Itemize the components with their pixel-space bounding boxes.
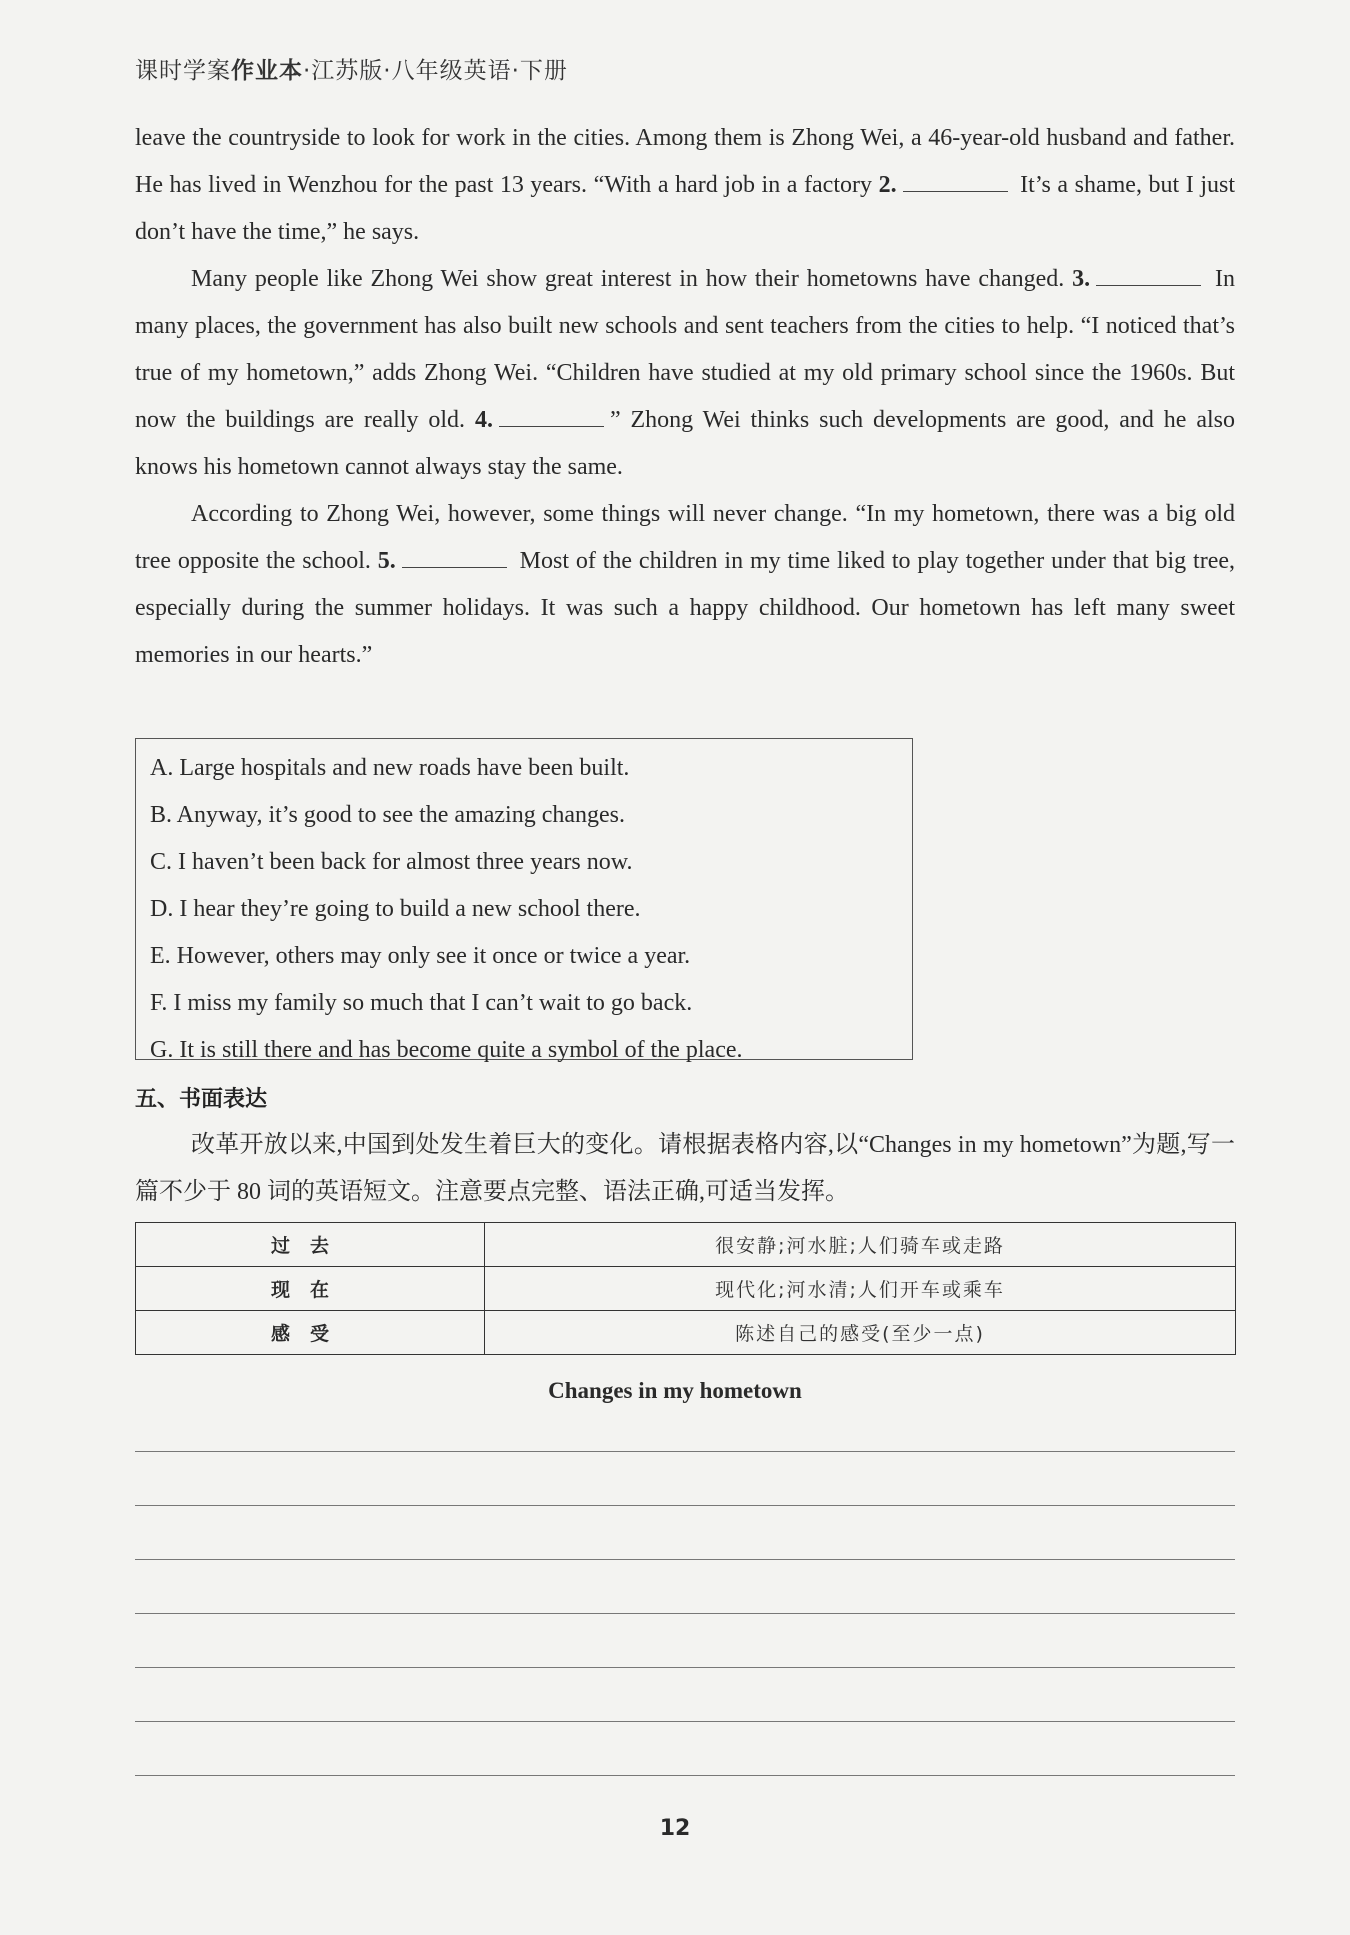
- answer-blank-3[interactable]: [1096, 265, 1201, 286]
- paragraph-3: [135, 491, 1235, 679]
- outline-table: [135, 1222, 1236, 1355]
- paragraph-1-text: leave the countryside to look for work in the cities. Among them is Zhong Wei, a 46-year-old husband and father. He has lived in Wenzhou for the past 13 years. “With a hard job in a factory: [135, 125, 1235, 198]
- paragraph-2-after-3: In many places, the government has also built new schools and sent teachers from the cities to help. “I noticed that’s true of my hometown,” adds Zhong Wei. “Children have studied at my old primary school since the 1960s. But now the buildings are really old.: [135, 266, 1235, 433]
- question-number-5: 5.: [377, 548, 396, 574]
- paragraph-2: [135, 256, 1235, 491]
- table-value-past: 很安静;河水脏;人们骑车或走路: [485, 1223, 1236, 1267]
- paragraph-1: [135, 115, 1235, 256]
- header-book: 作业本: [231, 58, 303, 84]
- writing-line[interactable]: [135, 1667, 1235, 1668]
- writing-line[interactable]: [135, 1559, 1235, 1560]
- table-value-feeling: 陈述自己的感受(至少一点): [485, 1311, 1236, 1355]
- table-row: [136, 1311, 1236, 1355]
- writing-prompt-text: 改革开放以来,中国到处发生着巨大的变化。请根据表格内容,以“Changes in my hometown”为题,写一篇不少于 80 词的英语短文。注意要点完整、语法正确,可适当发挥。: [135, 1132, 1235, 1205]
- writing-line[interactable]: [135, 1451, 1235, 1452]
- answer-blank-4[interactable]: [499, 406, 604, 427]
- running-header: [135, 52, 568, 85]
- option-d: D. I hear they’re going to build a new school there.: [150, 896, 641, 922]
- writing-line[interactable]: [135, 1505, 1235, 1506]
- option-g: G. It is still there and has become quite a symbol of the place.: [150, 1037, 743, 1063]
- option-b: B. Anyway, it’s good to see the amazing changes.: [150, 802, 626, 828]
- paragraph-2-text: Many people like Zhong Wei show great interest in how their hometowns have changed.: [191, 266, 1065, 292]
- paragraph-3-after-5: Most of the children in my time liked to play together under that big tree, especially during the summer holidays. It was such a happy childhood. Our hometown has left many sweet memories in our hearts.”: [135, 548, 1235, 668]
- writing-line[interactable]: [135, 1775, 1235, 1776]
- composition-title: Changes in my hometown: [548, 1378, 802, 1403]
- option-e: E. However, others may only see it once or twice a year.: [150, 943, 691, 969]
- option-c: C. I haven’t been back for almost three years now.: [150, 849, 633, 875]
- section-title: 五、书面表达: [135, 1087, 268, 1112]
- passage: [135, 115, 1235, 679]
- table-label-feeling: 感受: [136, 1311, 485, 1355]
- answer-blank-5[interactable]: [402, 547, 507, 568]
- question-number-3: 3.: [1072, 266, 1091, 292]
- writing-line[interactable]: [135, 1721, 1235, 1722]
- paragraph-1-after: It’s a shame, but I just don’t have the time,” he says.: [135, 172, 1236, 245]
- paragraph-2-after-4: ” Zhong Wei thinks such developments are good, and he also knows his hometown cannot always stay the same.: [135, 407, 1235, 480]
- paragraph-3-text: According to Zhong Wei, however, some things will never change. “In my hometown, there was a big old tree opposite the school.: [135, 501, 1235, 574]
- writing-line[interactable]: [135, 1613, 1235, 1614]
- header-series: 课时学案: [135, 58, 231, 84]
- writing-lines[interactable]: [135, 1451, 1235, 1829]
- answer-blank-2[interactable]: [903, 171, 1008, 192]
- header-edition: ·江苏版·八年级英语·下册: [303, 58, 568, 84]
- table-row: [136, 1267, 1236, 1311]
- table-label-past: 过去: [136, 1223, 485, 1267]
- table-value-present: 现代化;河水清;人们开车或乘车: [485, 1267, 1236, 1311]
- table-row: [136, 1223, 1236, 1267]
- option-a: A. Large hospitals and new roads have been built.: [150, 755, 630, 781]
- table-label-present: 现在: [136, 1267, 485, 1311]
- options-box: [135, 738, 913, 1063]
- question-number-4: 4.: [474, 407, 493, 433]
- question-number-2: 2.: [878, 172, 897, 198]
- page-number: 12: [659, 1816, 691, 1841]
- option-f: F. I miss my family so much that I can’t wait to go back.: [150, 990, 693, 1016]
- writing-prompt: [135, 1122, 1235, 1216]
